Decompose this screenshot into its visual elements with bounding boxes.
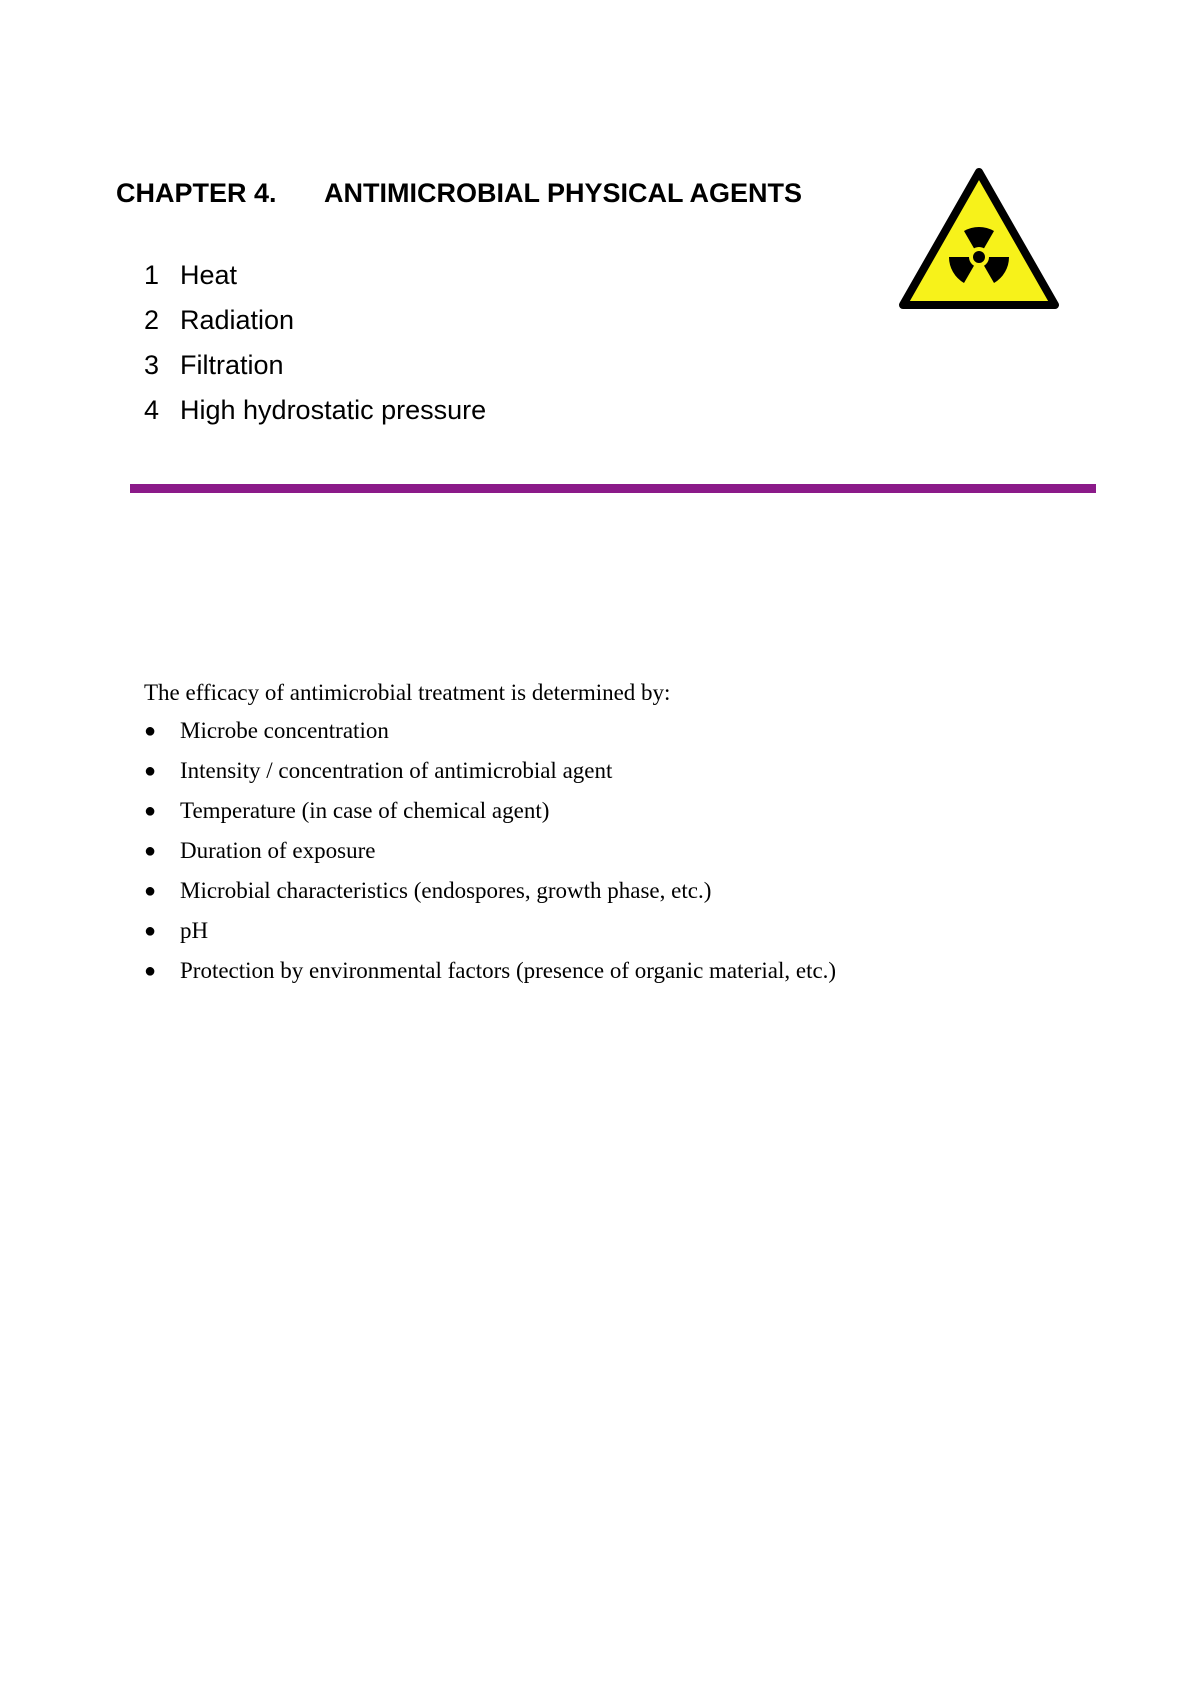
factor-text: Temperature (in case of chemical agent)	[180, 798, 550, 823]
list-item	[144, 838, 836, 878]
bullet-icon: ●	[144, 760, 157, 782]
bullet-icon: ●	[144, 960, 157, 982]
topic-number: 2	[144, 305, 160, 335]
topic-item	[144, 395, 486, 440]
list-item	[144, 918, 836, 958]
list-item	[144, 718, 836, 758]
topic-label: High hydrostatic pressure	[180, 395, 487, 425]
factor-text: pH	[180, 918, 209, 943]
factor-text: Duration of exposure	[180, 838, 376, 863]
topic-number: 1	[144, 260, 160, 290]
factor-text: Intensity / concentration of antimicrobial agent	[180, 758, 613, 783]
factors-list	[144, 718, 836, 998]
radiation-hazard-icon	[897, 166, 1061, 311]
topic-number: 3	[144, 350, 160, 380]
topic-item	[144, 260, 486, 305]
topic-number: 4	[144, 395, 160, 425]
list-item	[144, 878, 836, 918]
factor-text: Protection by environmental factors (presence of organic material, etc.)	[180, 958, 837, 983]
bullet-icon: ●	[144, 800, 157, 822]
topics-list	[144, 260, 486, 440]
chapter-title: ANTIMICROBIAL PHYSICAL AGENTS	[324, 178, 803, 208]
list-item	[144, 958, 836, 998]
bullet-icon: ●	[144, 920, 157, 942]
list-item	[144, 758, 836, 798]
bullet-icon: ●	[144, 840, 157, 862]
bullet-icon: ●	[144, 720, 157, 742]
topic-label: Heat	[180, 260, 238, 290]
chapter-number: CHAPTER 4.	[116, 178, 277, 208]
factor-text: Microbial characteristics (endospores, growth phase, etc.)	[180, 878, 712, 903]
topic-item	[144, 305, 486, 350]
topic-label: Radiation	[180, 305, 295, 335]
intro-text: The efficacy of antimicrobial treatment is determined by:	[144, 680, 671, 705]
section-divider	[130, 484, 1096, 493]
topic-label: Filtration	[180, 350, 284, 380]
list-item	[144, 798, 836, 838]
bullet-icon: ●	[144, 880, 157, 902]
topic-item	[144, 350, 486, 395]
factor-text: Microbe concentration	[180, 718, 389, 743]
